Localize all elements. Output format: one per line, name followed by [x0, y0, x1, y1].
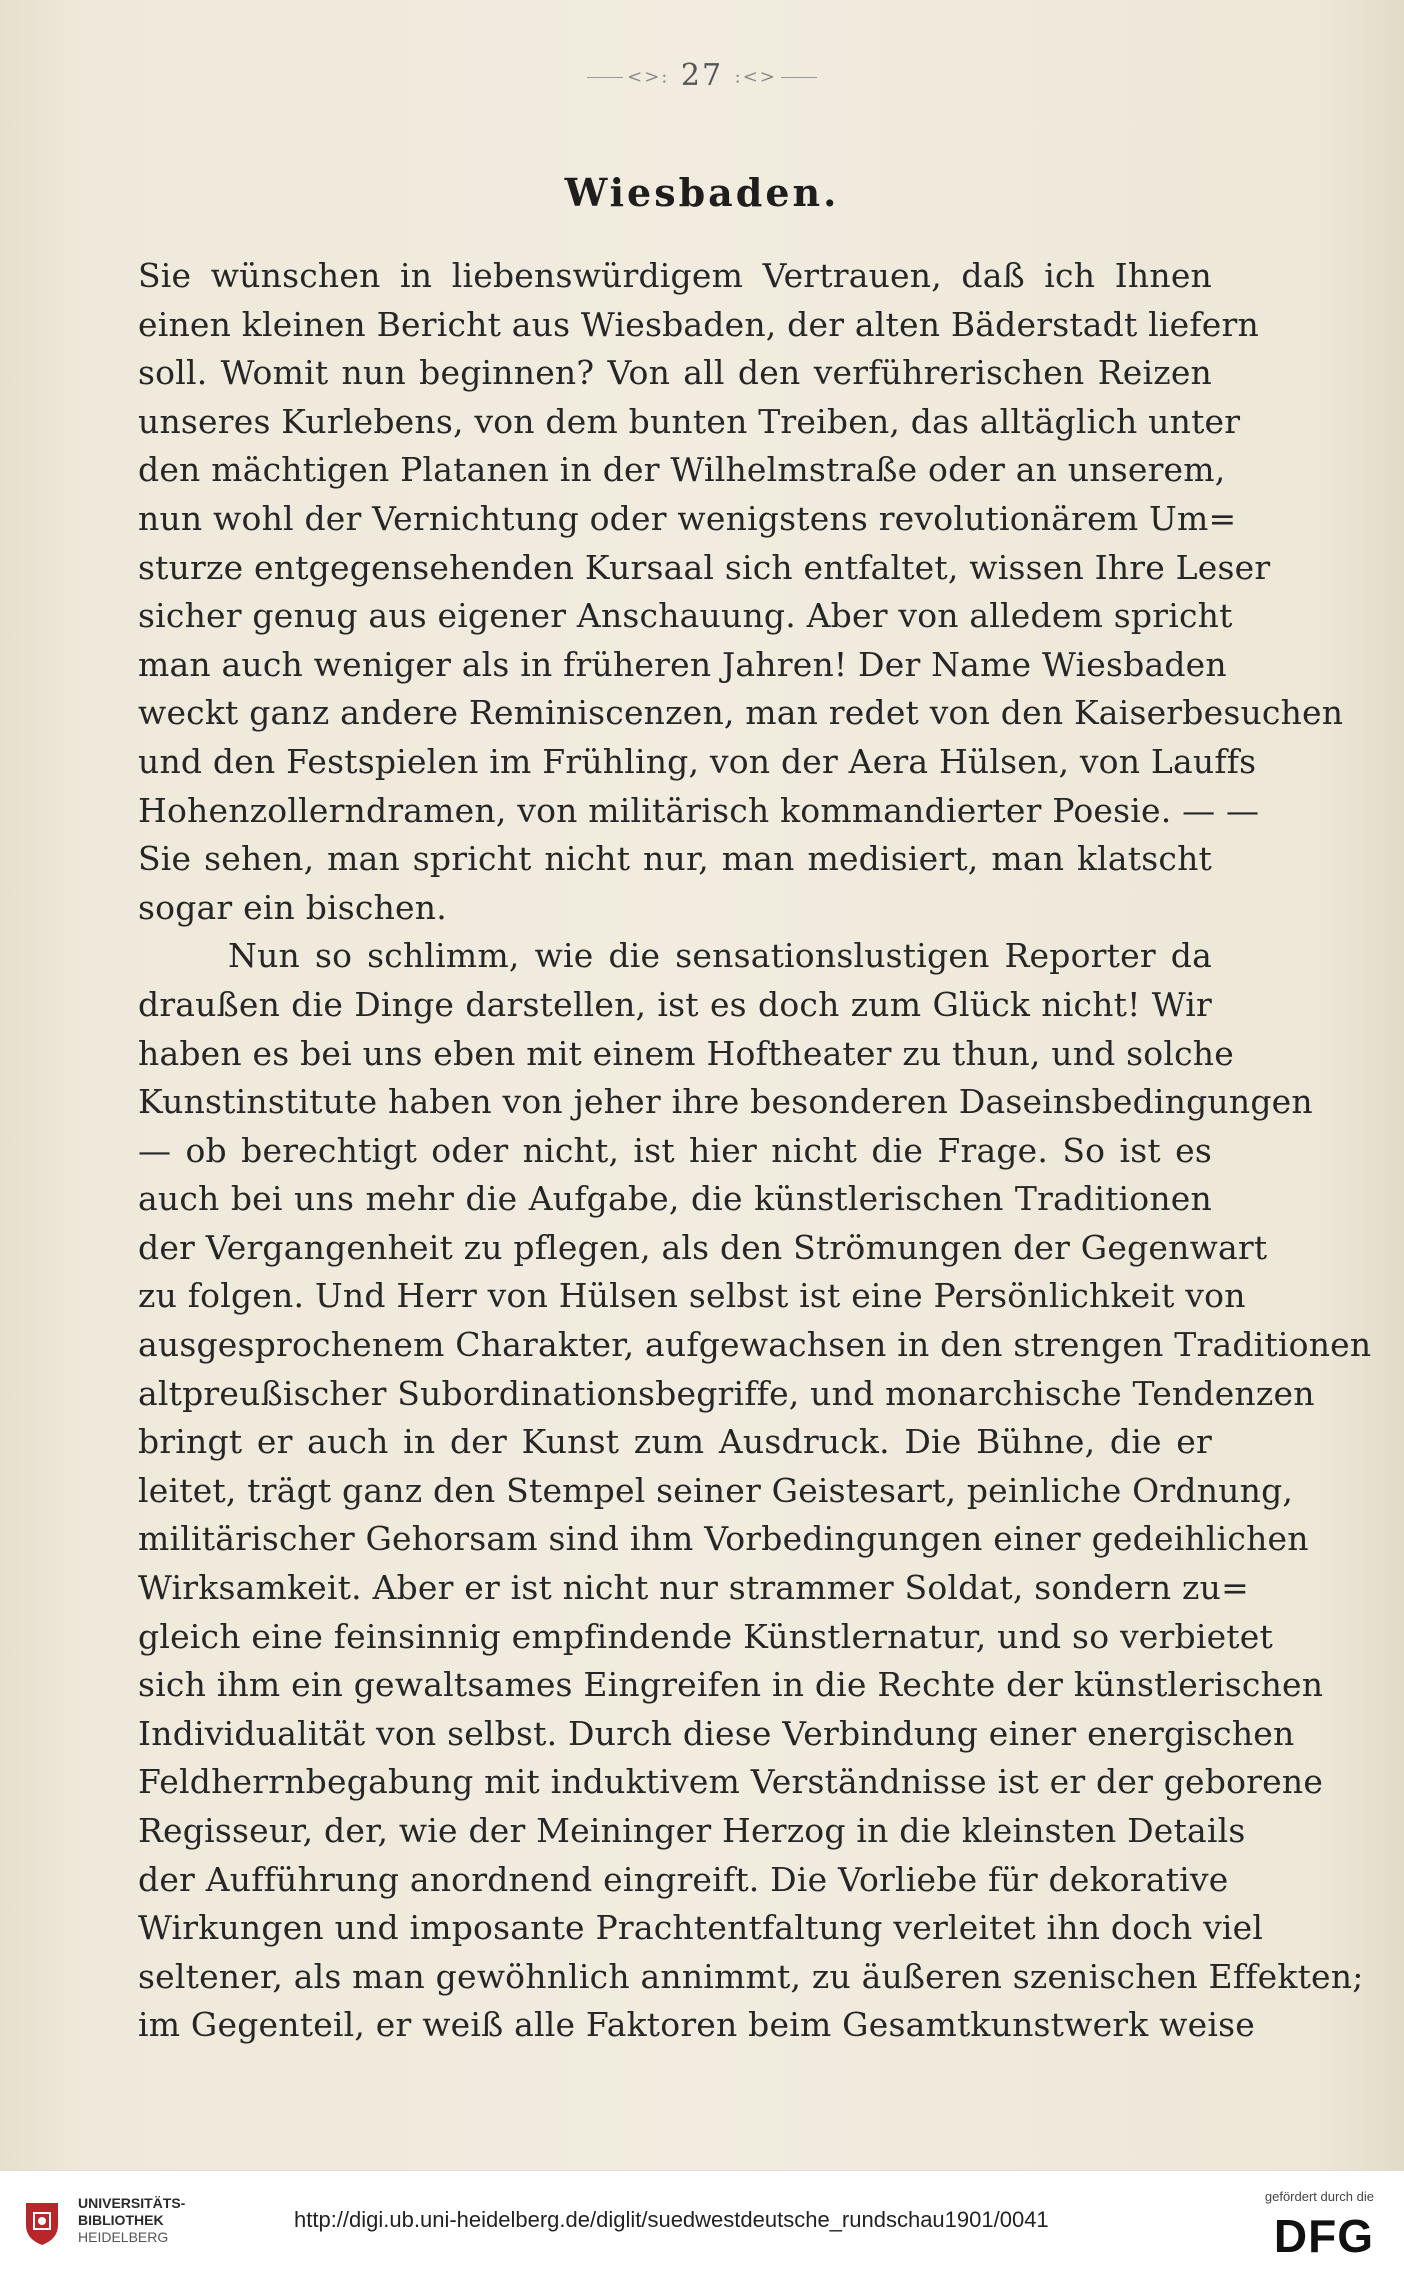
- permalink-url[interactable]: http://digi.ub.uni-heidelberg.de/diglit/suedwestdeutsche_rundschau1901/0041: [294, 2207, 1049, 2232]
- ornament-right-icon: :<>: [734, 66, 777, 88]
- text-line: bringt er auch in der Kunst zum Ausdruck. Die Bühne, die er: [138, 1422, 1212, 1462]
- text-line: Kunstinstitute haben von jeher ihre besonderen Daseinsbedingungen: [138, 1082, 1313, 1122]
- text-line: sogar ein bischen.: [138, 887, 447, 927]
- text-line: seltener, als man gewöhnlich annimmt, zu äußeren szenischen Effekten;: [138, 1956, 1364, 1996]
- text-line: zu folgen. Und Herr von Hülsen selbst ist eine Persönlichkeit von: [138, 1276, 1246, 1316]
- text-line: weckt ganz andere Reminiscenzen, man redet von den Kaiserbesuchen: [138, 693, 1344, 733]
- text-line: leitet, trägt ganz den Stempel seiner Geistesart, peinliche Ordnung,: [138, 1470, 1294, 1510]
- text-line: Wirksamkeit. Aber er ist nicht nur strammer Soldat, sondern zu=: [138, 1568, 1249, 1608]
- text-line: der Aufführung anordnend eingreift. Die Vorliebe für dekorative: [138, 1859, 1229, 1899]
- text-line: draußen die Dinge darstellen, ist es doch zum Glück nicht! Wir: [138, 984, 1212, 1024]
- article-body: [138, 252, 1372, 2050]
- library-name: [78, 2195, 185, 2246]
- text-line: sich ihm ein gewaltsames Eingreifen in die Rechte der künstlerischen: [138, 1665, 1324, 1705]
- text-line: Individualität von selbst. Durch diese Verbindung einer energischen: [138, 1713, 1295, 1753]
- viewer-footer: [0, 2170, 1404, 2273]
- text-line: Nun so schlimm, wie die sensationslustigen Reporter da: [228, 936, 1212, 976]
- library-name-line3: HEIDELBERG: [78, 2229, 169, 2245]
- dfg-logo: DFG: [1273, 2210, 1374, 2262]
- library-name-line2: BIBLIOTHEK: [78, 2212, 164, 2228]
- text-line: Sie sehen, man spricht nicht nur, man medisiert, man klatscht: [138, 839, 1212, 879]
- text-line: Regisseur, der, wie der Meininger Herzog in die kleinsten Details: [138, 1811, 1246, 1850]
- text-line: man auch weniger als in früheren Jahren! Der Name Wiesbaden: [138, 644, 1227, 684]
- text-line: einen kleinen Bericht aus Wiesbaden, der alten Bäderstadt liefern: [138, 304, 1259, 344]
- text-line: militärischer Gehorsam sind ihm Vorbedingungen einer gedeihlichen: [138, 1519, 1309, 1559]
- ornament-left-icon: <>:: [627, 66, 670, 88]
- text-line: den mächtigen Platanen in der Wilhelmstraße oder an unserem,: [138, 450, 1226, 490]
- text-line: und den Festspielen im Frühling, von der Aera Hülsen, von Lauffs: [138, 741, 1257, 781]
- university-seal-icon: [22, 2199, 62, 2247]
- text-line: Feldherrnbegabung mit induktivem Verständnisse ist er der geborene: [138, 1762, 1324, 1802]
- page-number: 27: [680, 58, 724, 93]
- text-line: Hohenzollerndramen, von militärisch kommandierter Poesie. — —: [138, 790, 1260, 830]
- text-line: gleich eine feinsinnig empfindende Künstlernatur, und so verbietet: [138, 1616, 1273, 1656]
- text-line: soll. Womit nun beginnen? Von all den verführerischen Reizen: [138, 353, 1212, 393]
- text-line: Wirkungen und imposante Prachtentfaltung verleitet ihn doch viel: [138, 1908, 1264, 1948]
- text-line: sicher genug aus eigener Anschauung. Aber von alledem spricht: [138, 596, 1233, 636]
- article-title: Wiesbaden.: [564, 170, 840, 215]
- text-line: nun wohl der Vernichtung oder wenigstens revolutionärem Um=: [138, 498, 1237, 538]
- text-line: der Vergangenheit zu pflegen, als den Strömungen der Gegenwart: [138, 1227, 1268, 1267]
- text-line: Sie wünschen in liebenswürdigem Vertrauen, daß ich Ihnen: [138, 256, 1212, 295]
- library-name-line1: UNIVERSITÄTS-: [78, 2195, 186, 2211]
- text-line: haben es bei uns eben mit einem Hoftheater zu thun, und solche: [138, 1033, 1234, 1073]
- text-line: unseres Kurlebens, von dem bunten Treiben, das alltäglich unter: [138, 401, 1241, 441]
- text-line: — ob berechtigt oder nicht, ist hier nicht die Frage. So ist es: [138, 1130, 1212, 1170]
- text-line: ausgesprochenem Charakter, aufgewachsen in den strengen Traditionen: [138, 1325, 1372, 1365]
- ornament-rule-right: [781, 77, 817, 78]
- funding-label: gefördert durch die: [1264, 2189, 1374, 2204]
- running-head: [0, 58, 1404, 93]
- text-line: im Gegenteil, er weiß alle Faktoren beim Gesamtkunstwerk weise: [138, 2005, 1255, 2045]
- ornament-rule-left: [587, 77, 623, 78]
- text-line: sturze entgegensehenden Kursaal sich entfaltet, wissen Ihre Leser: [138, 547, 1271, 587]
- text-line: auch bei uns mehr die Aufgabe, die künstlerischen Traditionen: [138, 1179, 1212, 1219]
- text-line: altpreußischer Subordinationsbegriffe, und monarchische Tendenzen: [138, 1373, 1315, 1413]
